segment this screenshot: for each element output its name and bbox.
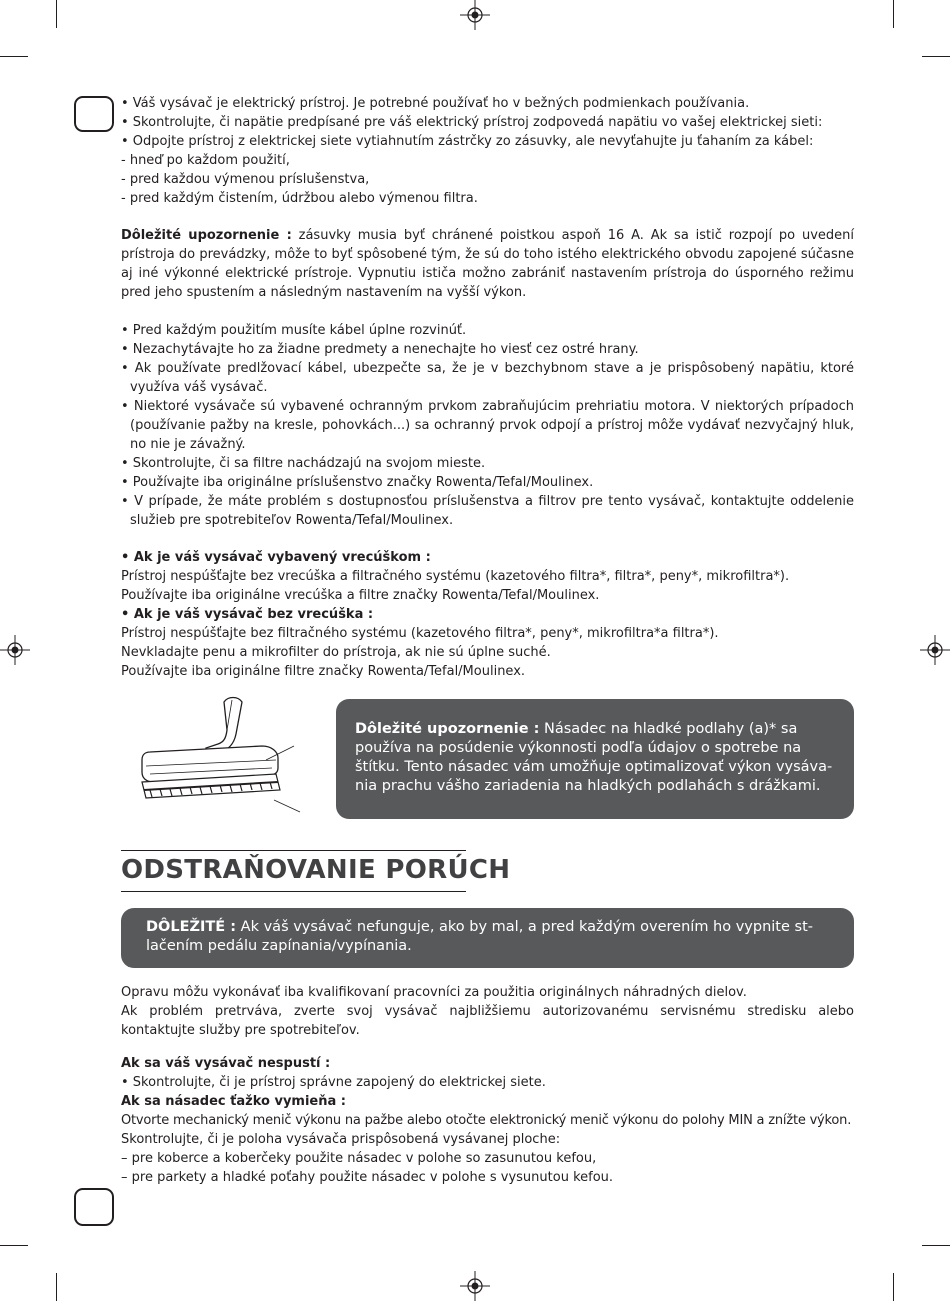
important-callout bbox=[121, 908, 854, 968]
no-start-text: • Skontrolujte, či je prístroj správne zapojený do elektrickej siete. bbox=[121, 1075, 546, 1090]
intro-bullets bbox=[121, 94, 854, 208]
crop-mark bbox=[56, 0, 57, 28]
bagless-line: Používajte iba originálne filtre značky Rowenta/Tefal/Moulinex. bbox=[121, 664, 526, 679]
heading-rule bbox=[121, 850, 466, 851]
page-number-box bbox=[74, 1188, 114, 1226]
crop-mark bbox=[922, 1245, 950, 1246]
hard-move-line: – pre parkety a hladké poťahy použite násadec v polohe s vysunutou kefou. bbox=[121, 1170, 614, 1185]
registration-mark-icon bbox=[460, 1271, 490, 1301]
floor-nozzle-illustration bbox=[136, 694, 306, 819]
bagless-line: Prístroj nespúšťajte bez filtračného systému (kazetového filtra*, peny*, mikrofiltra*a filtra*). bbox=[121, 626, 719, 641]
registration-mark-icon bbox=[920, 635, 950, 665]
usage-bullet: • Používajte iba originálne príslušenstvo značky Rowenta/Tefal/Moulinex. bbox=[121, 475, 594, 490]
usage-bullet: • Nezachytávajte ho za žiadne predmety a nenechajte ho viesť cez ostré hrany. bbox=[121, 342, 639, 357]
registration-mark-icon bbox=[460, 0, 490, 30]
usage-bullet: • Pred každým použitím musíte kábel úplne rozvinúť. bbox=[121, 323, 467, 338]
intro-sub-item: - hneď po každom použití, bbox=[121, 153, 290, 168]
hard-move-heading: Ak sa násadec ťažko vymieňa : bbox=[121, 1094, 346, 1109]
crop-mark bbox=[893, 1273, 894, 1301]
no-start-heading: Ak sa váš vysávač nespustí : bbox=[121, 1056, 331, 1071]
crop-mark bbox=[56, 1273, 57, 1301]
nozzle-callout bbox=[336, 699, 854, 819]
intro-sub-item: - pred každým čistením, údržbou alebo výmenou filtra. bbox=[121, 191, 478, 206]
intro-bullet: • Odpojte prístroj z elektrickej siete vytiahnutím zástrčky zo zásuvky, ale nevyťahujte ju ťahaním za kábel: bbox=[121, 134, 814, 149]
fuse-warning-text: zásuvky musia byť chránené poistkou aspoň 16 A. Ak sa istič rozpojí po uvedení prístroja do prevádzky, môže to byť spôsobené tým, že sú do toho istého elektrického obvodu zapojené súčasne aj iné výkonné elektrické prístroje. Vypnutiu ističa možno zabrániť nastavením prístroja do úsporného režimu pred jeho spustením a následným nastavením na vyšší výkon. bbox=[121, 228, 854, 300]
nozzle-callout-label: Dôležité upozornenie : bbox=[355, 721, 540, 737]
bag-section bbox=[121, 548, 854, 681]
intro-bullet: • Skontrolujte, či napätie predpísané pre váš elektrický prístroj zodpovedá napätiu vo vašej elektrickej sieti: bbox=[121, 115, 823, 130]
usage-bullet: • V prípade, že máte problém s dostupnosťou príslušenstva a filtrov pre tento vysávač, kontaktujte oddelenie služieb pre spotrebiteľov Rowenta/Tefal/Moulinex. bbox=[121, 494, 854, 528]
usage-bullet: • Skontrolujte, či sa filtre nachádzajú na svojom mieste. bbox=[121, 456, 486, 471]
bag-line: Prístroj nespúšťajte bez vrecúška a filtračného systému (kazetového filtra*, filtra*, peny*, mikrofiltra*). bbox=[121, 569, 790, 584]
fuse-warning bbox=[121, 226, 854, 302]
bagless-heading: • Ak je váš vysávač bez vrecúška : bbox=[121, 607, 374, 622]
crop-mark bbox=[922, 56, 950, 57]
troubleshooting bbox=[121, 1054, 854, 1187]
important-callout-text: Ak váš vysávač nefunguje, ako by mal, a pred každým overením ho vypnite st-lačením pedálu zapínania/vypínania. bbox=[146, 919, 813, 954]
language-tab-box bbox=[74, 96, 114, 132]
heading-rule bbox=[121, 891, 466, 892]
usage-bullet: • Ak používate predlžovací kábel, ubezpečte sa, že je v bezchybnom stave a je prispôsobený napätiu, ktoré využíva váš vysávač. bbox=[121, 361, 854, 395]
section-title: ODSTRAŇOVANIE PORÚCH bbox=[121, 855, 511, 885]
repair-line: Opravu môžu vykonávať iba kvalifikovaní pracovníci za použitia originálnych náhradných dielov. bbox=[121, 985, 747, 1000]
usage-bullets bbox=[121, 321, 854, 530]
fuse-warning-label: Dôležité upozornenie : bbox=[121, 228, 292, 243]
repair-text bbox=[121, 983, 854, 1040]
crop-mark bbox=[0, 1245, 28, 1246]
crop-mark bbox=[893, 0, 894, 28]
crop-mark bbox=[0, 56, 28, 57]
nozzle-callout-text: Násadec na hladké podlahy (a)* sa používa na posúdenie výkonnosti podľa údajov o spotrebe na štítku. Tento násadec vám umožňuje optimalizovať výkon vysáva-nia prachu vášho zariadenia na hladkých podlahách s drážkami. bbox=[355, 721, 833, 794]
repair-line: Ak problém pretrváva, zverte svoj vysávač najbližšiemu autorizovanému servisnému stredisku alebo kontaktujte služby pre spotrebiteľov. bbox=[121, 1004, 854, 1038]
bagless-line: Nevkladajte penu a mikrofilter do prístroja, ak nie sú úplne suché. bbox=[121, 645, 551, 660]
intro-bullet: • Váš vysávač je elektrický prístroj. Je potrebné používať ho v bežných podmienkach používania. bbox=[121, 96, 750, 111]
hard-move-line: Otvorte mechanický menič výkonu na pažbe alebo otočte elektronický menič výkonu do polohy MIN a znížte výkon. bbox=[121, 1113, 852, 1128]
usage-bullet: • Niektoré vysávače sú vybavené ochranným prvkom zabraňujúcim prehriatiu motora. V niektorých prípadoch (používanie pažby na kresle, pohovkách...) sa ochranný prvok odpojí a prístroj môže vydávať nezvyčajný hluk, no nie je závažný. bbox=[121, 399, 854, 452]
bag-heading: • Ak je váš vysávač vybavený vrecúškom : bbox=[121, 550, 431, 565]
intro-sub-item: - pred každou výmenou príslušenstva, bbox=[121, 172, 370, 187]
hard-move-line: Skontrolujte, či je poloha vysávača prispôsobená vysávanej ploche: bbox=[121, 1132, 561, 1147]
registration-mark-icon bbox=[0, 635, 30, 665]
bag-line: Používajte iba originálne vrecúška a filtre značky Rowenta/Tefal/Moulinex. bbox=[121, 588, 600, 603]
hard-move-line: – pre koberce a koberčeky použite násadec v polohe so zasunutou kefou, bbox=[121, 1151, 597, 1166]
important-callout-label: DÔLEŽITÉ : bbox=[146, 919, 237, 935]
